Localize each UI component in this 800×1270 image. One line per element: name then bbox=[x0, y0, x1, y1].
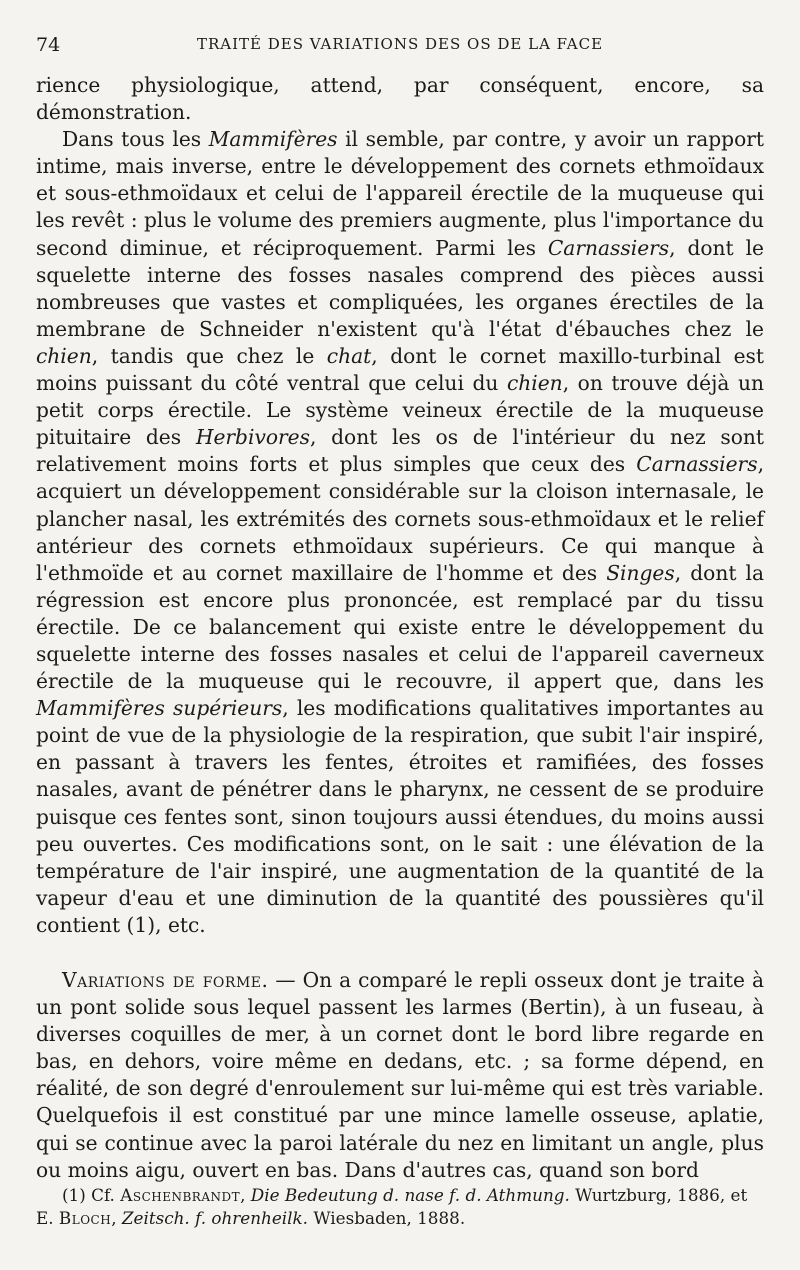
footnotes bbox=[36, 1184, 764, 1230]
text-run: Wurtzburg, 1886, bbox=[569, 1185, 726, 1205]
text-run: et E. bbox=[36, 1185, 748, 1228]
footnote-title: Die Bedeutung d. nase f. d. Athmung. bbox=[250, 1185, 570, 1205]
text-run: , tandis que chez le bbox=[91, 343, 327, 368]
text-run: Dans tous les bbox=[62, 127, 209, 152]
footnote-1 bbox=[36, 1184, 764, 1230]
text-run: , les modifications qualitatives importantes au point de vue de la physiologie de la respiration, que subit l'air inspiré, en passant à travers les fentes, étroites et ramifiées, des fosses nasales, avant de pénétrer dans le pharynx, ne cessent de se produire puisque ces fentes sont, sinon toujours aussi étendues, du moins aussi peu ouvertes. Ces modifications sont, on le sait : une élévation de la température de l'air inspiré, une augmentation de la quantité de la vapeur d'eau et une diminution de la quantité des poussières qu'il contient (1), etc. bbox=[36, 696, 764, 937]
text-run: Wiesbaden, 1888. bbox=[308, 1208, 466, 1228]
page-number: 74 bbox=[36, 34, 61, 56]
text-run: , bbox=[240, 1185, 251, 1205]
text-run: , dont le squelette interne des fosses nasales comprend des pièces aussi nombreuses que vastes et compliquées, les organes érectiles de la membrane de Schneider n'existent qu'à l'état d'ébauches chez le bbox=[36, 235, 764, 341]
body-text bbox=[36, 72, 764, 1184]
text-run: il semble, par contre, y avoir un rapport intime, mais inverse, entre le développement des cornets ethmoïdaux et sous-ethmoïdaux et celui de l'appareil érectile de la muqueuse qui les revêt : plus le volume des premiers augmente, plus l'importance du second diminue, et réciproquement. Parmi les bbox=[36, 127, 764, 260]
italic-term: Mammifères bbox=[208, 127, 338, 152]
text-run: , acquiert un développement considérable sur la cloison internasale, le plancher nasal, les extrémités des cornets sous-ethmoïdaux et le relief antérieur des cornets ethmoïdaux supérieurs. Ce qui manque à l'ethmoïde et au cornet maxillaire de l'homme et des bbox=[36, 452, 764, 585]
italic-term: chat bbox=[326, 343, 372, 368]
footnote-title: Zeitsch. f. ohrenheilk. bbox=[121, 1208, 309, 1228]
footnote-marker: (1) Cf. bbox=[62, 1185, 121, 1205]
text-run: , bbox=[111, 1208, 122, 1228]
text-run: , dont les os de l'intérieur du nez sont relativement moins forts et plus simples que ceux des bbox=[36, 425, 764, 477]
footnote-author: Aschenbrandt bbox=[120, 1185, 241, 1205]
italic-term: Mammifères supérieurs bbox=[36, 696, 283, 721]
italic-term: Carnassiers bbox=[547, 235, 670, 260]
italic-term: Carnassiers bbox=[636, 452, 758, 477]
italic-term: chien bbox=[36, 343, 92, 368]
italic-term: Herbivores bbox=[195, 425, 310, 450]
text-run: , dont la régression est encore plus prononcée, est remplacé par du tissu érectile. De ce balancement qui existe entre le développement du squelette interne des fosses nasales et celui de l'appareil caverneux érectile de la muqueuse qui le recouvre, il appert que, dans les bbox=[36, 560, 764, 694]
paragraph-mammiferes bbox=[36, 126, 764, 939]
text-run: , dont le cornet maxillo-turbinal est moins puissant du côté ventral que celui du bbox=[36, 343, 765, 396]
section-heading: Variations de forme. bbox=[62, 968, 269, 992]
paragraph-continuation: rience physiologique, attend, par conséquent, encore, sa démonstration. bbox=[36, 73, 764, 125]
running-head: TRAITÉ DES VARIATIONS DES OS DE LA FACE bbox=[196, 35, 604, 53]
italic-term: chien bbox=[506, 371, 563, 396]
paragraph-variations-de-forme bbox=[36, 967, 764, 1184]
footnote-author: Bloch bbox=[58, 1208, 112, 1228]
text-run: , on trouve déjà un petit corps érectile. Le système veineux érectile de la muqueuse pituitaire des bbox=[36, 371, 764, 450]
text-run: — On a comparé le repli osseux dont je traite à un pont solide sous lequel passent les larmes (Bertin), à un fuseau, à diverses coquilles de mer, à un cornet dont le bord libre regarde en bas, en dehors, voire même en dedans, etc. ; sa forme dépend, en réalité, de son degré d'enroulement sur lui-même qui est très variable. Quelquefois il est constitué par une mince lamelle osseuse, aplatie, qui se continue avec la paroi latérale du nez en limitant un angle, plus ou moins aigu, ouvert en bas. Dans d'autres cas, quand son bord bbox=[36, 968, 764, 1182]
italic-term: Singes bbox=[606, 560, 675, 585]
page-header bbox=[36, 34, 764, 58]
